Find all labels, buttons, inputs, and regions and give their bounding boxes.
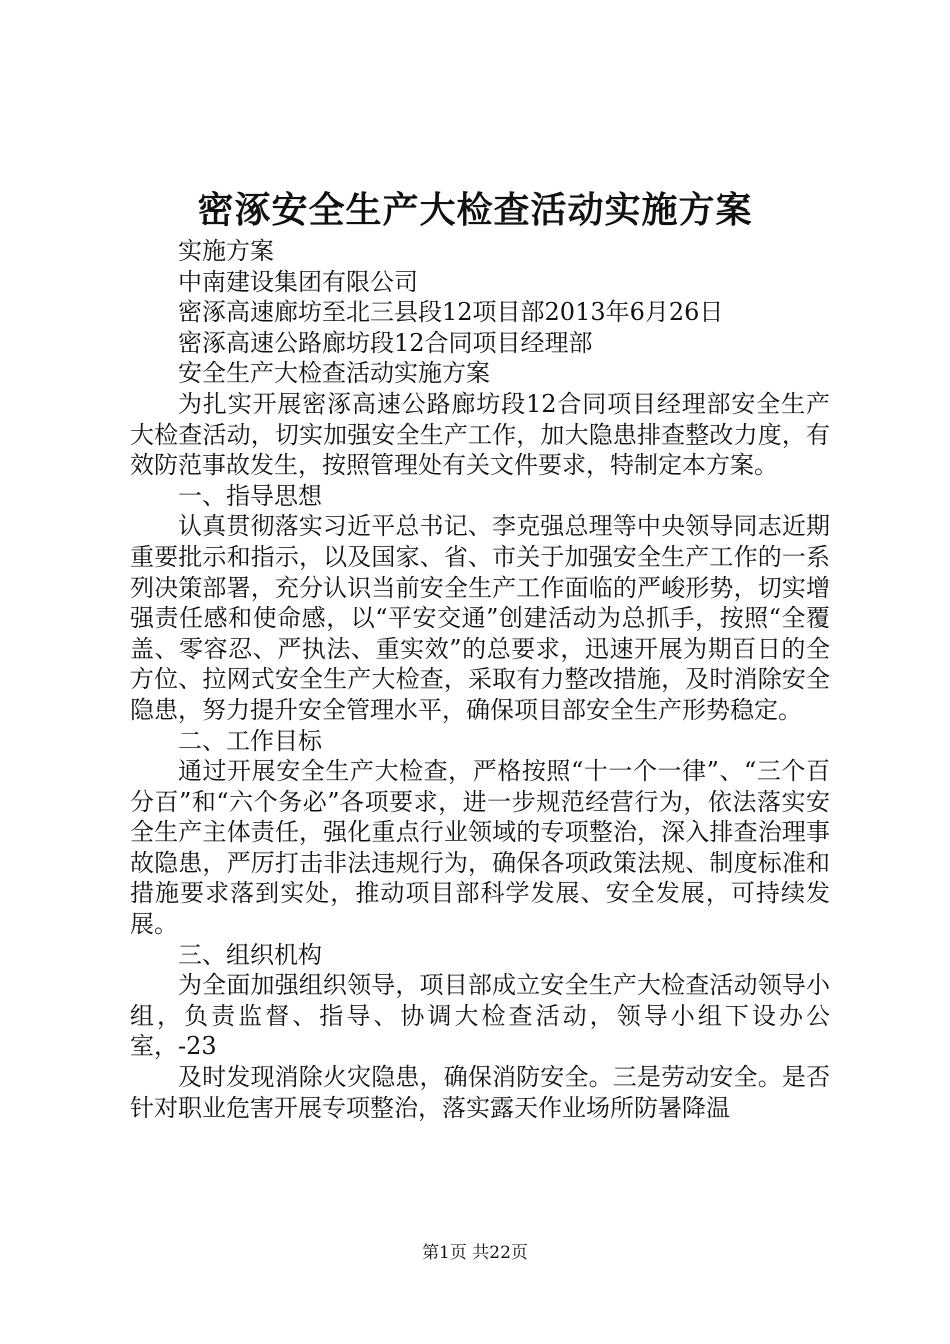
paragraph-plan-name: 安全生产大检查活动实施方案	[178, 359, 490, 388]
document-title: 密涿安全生产大检查活动实施方案	[197, 189, 753, 231]
paragraph-work-goals: 通过开展安全生产大检查，严格按照“十一个一律”、“三个百分百”和“六个务必”各项要求，进一步规范经营行为，依法落实安全生产主体责任，强化重点行业领域的专项整治，深入排查治理事故隐患，严厉打击非法违规行为，确保各项政策法规、制度标准和措施要求落到实处，推动项目部科学发展、安全发展，可持续发展。	[130, 757, 830, 939]
paragraph-company: 中南建设集团有限公司	[178, 267, 418, 296]
page-footer: 第1页 共22页	[422, 1243, 528, 1263]
section-heading-organization: 三、组织机构	[178, 940, 322, 969]
paragraph-heading-plan: 实施方案	[178, 237, 274, 265]
paragraph-organization: 为全面加强组织领导，项目部成立安全生产大检查活动领导小组，负责监督、指导、协调大检查活动，领导小组下设办公室，-23	[130, 971, 830, 1061]
paragraph-intro: 为扎实开展密涿高速公路廊坊段12合同项目经理部安全生产大检查活动，切实加强安全生产工作，加大隐患排查整改力度，有效防范事故发生，按照管理处有关文件要求，特制定本方案。	[130, 389, 830, 480]
paragraph-project-office: 密涿高速公路廊坊段12合同项目经理部	[178, 328, 593, 357]
section-heading-guiding-thought: 一、指导思想	[178, 481, 322, 510]
paragraph-fire-labor-safety: 及时发现消除火灾隐患，确保消防安全。三是劳动安全。是否针对职业危害开展专项整治，落实露天作业场所防暑降温	[130, 1063, 830, 1122]
paragraph-guiding-thought: 认真贯彻落实习近平总书记、李克强总理等中央领导同志近期重要批示和指示，以及国家、省、市关于加强安全生产工作的一系列决策部署，充分认识当前安全生产工作面临的严峻形势，切实增强责任感和使命感，以“平安交通”创建活动为总抓手，按照“全覆盖、零容忍、严执法、重实效”的总要求，迅速开展为期百日的全方位、拉网式安全生产大检查，采取有力整改措施，及时消除安全隐患，努力提升安全管理水平，确保项目部安全生产形势稳定。	[130, 512, 830, 724]
document-body	[130, 236, 830, 1123]
section-heading-work-goals: 二、工作目标	[178, 726, 322, 755]
paragraph-project-date: 密涿高速廊坊至北三县段12项目部2013年6月26日	[178, 298, 724, 327]
